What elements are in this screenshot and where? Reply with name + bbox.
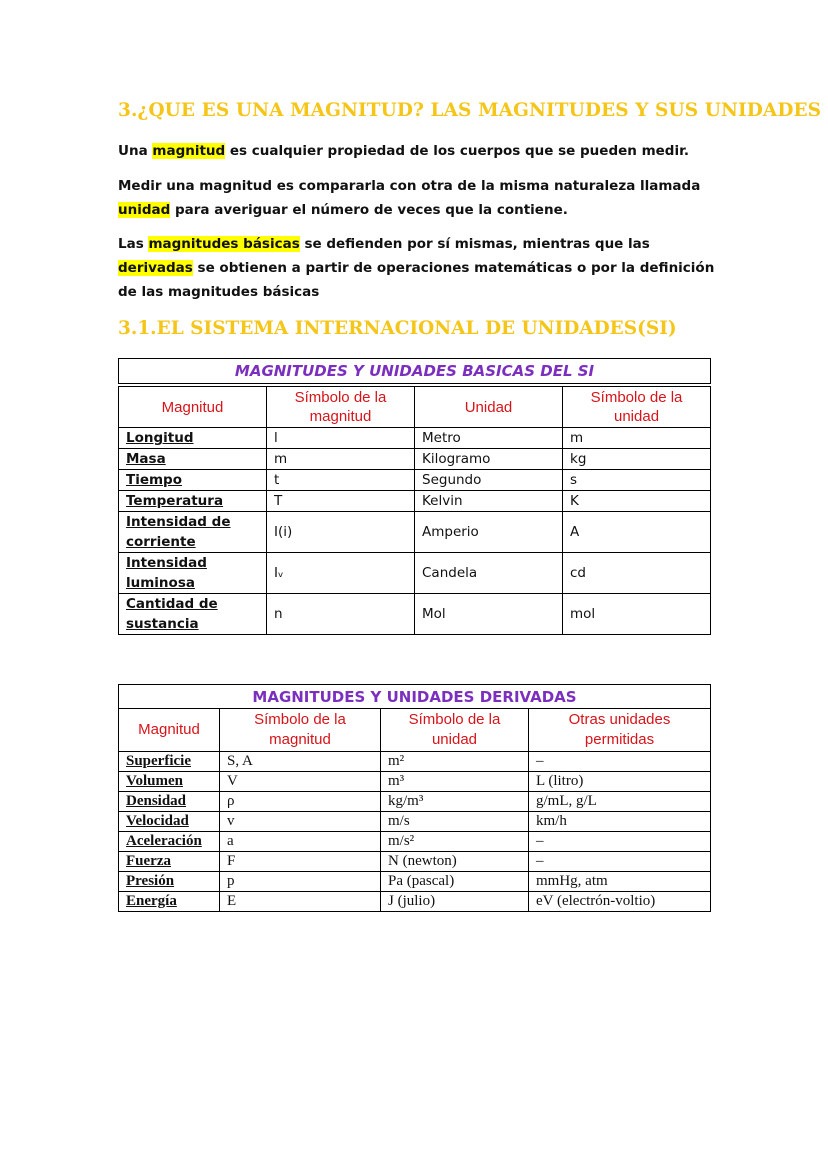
magnitude-cell: Fuerza <box>119 852 220 872</box>
table-cell: s <box>563 470 711 491</box>
column-header: Magnitud <box>119 709 220 752</box>
table-cell: Kilogramo <box>415 449 563 470</box>
magnitude-cell: Intensidad de corriente <box>119 512 267 553</box>
table-row <box>119 752 711 772</box>
column-header: Magnitud <box>119 387 267 428</box>
table-cell: mol <box>563 594 711 635</box>
table-cell: L (litro) <box>529 772 711 792</box>
text: es cualquier propiedad de los cuerpos que se pueden medir. <box>225 143 689 159</box>
section-heading: 3.¿QUE ES UNA MAGNITUD? LAS MAGNITUDES Y SUS UNIDADES <box>118 100 822 121</box>
table-row <box>119 491 711 512</box>
table-row <box>119 892 711 912</box>
column-header: Otras unidades permitidas <box>529 709 711 752</box>
table-row <box>119 553 711 594</box>
table-cell: p <box>220 872 381 892</box>
table-cell: E <box>220 892 381 912</box>
table-cell: J (julio) <box>381 892 529 912</box>
text: se obtienen a partir de operaciones matemáticas o por la definición de las magnitudes básicas <box>118 260 715 300</box>
table-row <box>119 832 711 852</box>
table-cell: km/h <box>529 812 711 832</box>
table-cell: kg/m³ <box>381 792 529 812</box>
table-cell: Iᵥ <box>267 553 415 594</box>
table-cell: T <box>267 491 415 512</box>
column-header: Símbolo de la magnitud <box>267 387 415 428</box>
magnitude-cell: Temperatura <box>119 491 267 512</box>
table-row <box>119 872 711 892</box>
table-cell: Amperio <box>415 512 563 553</box>
basic-units-table <box>118 358 711 635</box>
table-row <box>119 792 711 812</box>
table-header-row <box>119 387 711 428</box>
table-cell: F <box>220 852 381 872</box>
text: para averiguar el número de veces que la contiene. <box>170 202 568 218</box>
magnitude-cell: Intensidad luminosa <box>119 553 267 594</box>
table-cell: A <box>563 512 711 553</box>
magnitude-cell: Densidad <box>119 792 220 812</box>
table-row <box>119 470 711 491</box>
text: se defienden por sí mismas, mientras que las <box>299 236 650 252</box>
table-row <box>119 772 711 792</box>
table-cell: m² <box>381 752 529 772</box>
paragraph-measure <box>118 174 718 222</box>
magnitude-cell: Tiempo <box>119 470 267 491</box>
table-row <box>119 512 711 553</box>
table-cell: kg <box>563 449 711 470</box>
table-cell: Kelvin <box>415 491 563 512</box>
table-cell: K <box>563 491 711 512</box>
column-header: Símbolo de la unidad <box>563 387 711 428</box>
table-cell: m³ <box>381 772 529 792</box>
table-cell: S, A <box>220 752 381 772</box>
table-row <box>119 812 711 832</box>
table-cell: eV (electrón-voltio) <box>529 892 711 912</box>
magnitude-cell: Volumen <box>119 772 220 792</box>
table-cell: l <box>267 428 415 449</box>
paragraph-definition <box>118 139 718 163</box>
highlight: derivadas <box>118 260 193 276</box>
magnitude-cell: Superficie <box>119 752 220 772</box>
magnitude-cell: Aceleración <box>119 832 220 852</box>
table-row <box>119 852 711 872</box>
table-cell: – <box>529 752 711 772</box>
magnitude-cell: Longitud <box>119 428 267 449</box>
table-cell: ρ <box>220 792 381 812</box>
table-cell: Mol <box>415 594 563 635</box>
table-cell: V <box>220 772 381 792</box>
derived-units-tbody <box>119 685 711 912</box>
table-title: MAGNITUDES Y UNIDADES DERIVADAS <box>119 685 711 709</box>
table-cell: a <box>220 832 381 852</box>
table-title: MAGNITUDES Y UNIDADES BASICAS DEL SI <box>119 359 711 384</box>
magnitude-cell: Masa <box>119 449 267 470</box>
paragraph-basic-derived <box>118 232 718 304</box>
subsection-heading: 3.1.EL SISTEMA INTERNACIONAL DE UNIDADES(SI) <box>118 318 677 339</box>
column-header: Símbolo de la magnitud <box>220 709 381 752</box>
table-cell: v <box>220 812 381 832</box>
table-cell: g/mL, g/L <box>529 792 711 812</box>
table-cell: m/s² <box>381 832 529 852</box>
table-cell: – <box>529 832 711 852</box>
table-cell: m/s <box>381 812 529 832</box>
magnitude-cell: Presión <box>119 872 220 892</box>
table-row <box>119 594 711 635</box>
table-cell: mmHg, atm <box>529 872 711 892</box>
table-cell: t <box>267 470 415 491</box>
table-cell: Candela <box>415 553 563 594</box>
text: Las <box>118 236 149 252</box>
table-cell: n <box>267 594 415 635</box>
text: Medir una magnitud es compararla con otra de la misma naturaleza llamada <box>118 178 701 194</box>
table-cell: N (newton) <box>381 852 529 872</box>
basic-units-tbody <box>119 359 711 635</box>
table-cell: – <box>529 852 711 872</box>
table-cell: I(i) <box>267 512 415 553</box>
column-header: Unidad <box>415 387 563 428</box>
highlight: magnitud <box>152 143 226 159</box>
table-cell: cd <box>563 553 711 594</box>
table-header-row <box>119 709 711 752</box>
highlight: magnitudes básicas <box>148 236 300 252</box>
magnitude-cell: Cantidad de sustancia <box>119 594 267 635</box>
table-cell: m <box>563 428 711 449</box>
table-title-row <box>119 359 711 384</box>
derived-units-table <box>118 684 711 912</box>
table-row <box>119 449 711 470</box>
magnitude-cell: Energía <box>119 892 220 912</box>
table-row <box>119 428 711 449</box>
magnitude-cell: Velocidad <box>119 812 220 832</box>
text: Una <box>118 143 153 159</box>
table-cell: m <box>267 449 415 470</box>
column-header: Símbolo de la unidad <box>381 709 529 752</box>
table-cell: Segundo <box>415 470 563 491</box>
table-title-row <box>119 685 711 709</box>
table-cell: Metro <box>415 428 563 449</box>
table-cell: Pa (pascal) <box>381 872 529 892</box>
highlight: unidad <box>118 202 171 218</box>
